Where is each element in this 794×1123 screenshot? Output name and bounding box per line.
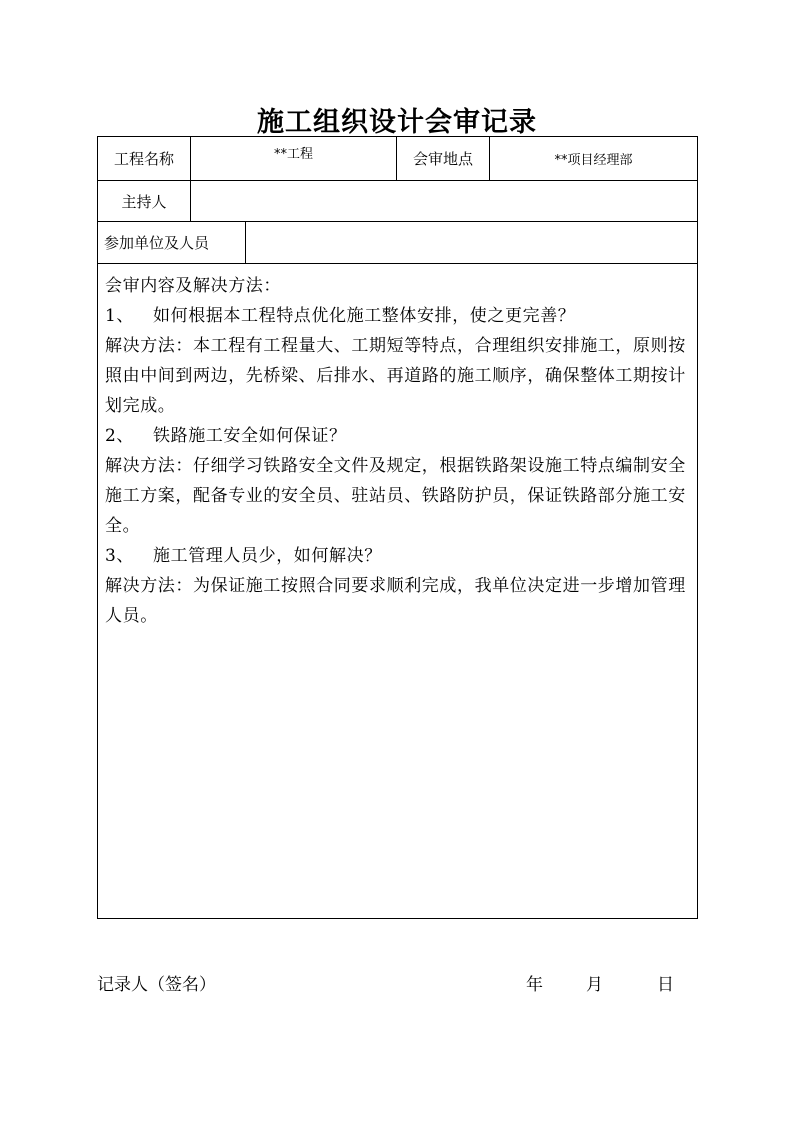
project-name-label: 工程名称	[98, 137, 191, 180]
list-item	[105, 421, 693, 451]
list-item	[105, 541, 693, 571]
review-record-form	[97, 136, 698, 919]
item-solution: 解决方法：仔细学习铁路安全文件及规定，根据铁路架设施工特点编制安全施工方案，配备专业的安全员、驻站员、铁路防护员，保证铁路部分施工安全。	[105, 456, 686, 536]
host-label: 主持人	[98, 181, 191, 221]
item-number: 3、	[105, 546, 135, 566]
item-number: 2、	[105, 426, 135, 446]
item-question: 铁路施工安全如何保证？	[153, 426, 347, 446]
recorder-signature-label: 记录人（签名）	[97, 975, 216, 995]
host-value[interactable]	[191, 181, 697, 221]
item-solution: 解决方法：本工程有工程量大、工期短等特点，合理组织安排施工，原则按照由中间到两边，先桥梁、后排水、再道路的施工顺序，确保整体工期按计划完成。	[105, 336, 686, 416]
participants-label: 参加单位及人员	[98, 222, 246, 263]
item-question: 施工管理人员少，如何解决？	[153, 546, 382, 566]
year-label: 年	[526, 975, 543, 995]
location-value[interactable]: **项目经理部	[554, 153, 633, 168]
location-label: 会审地点	[397, 137, 490, 180]
day-label: 日	[657, 975, 674, 995]
host-row	[98, 181, 697, 222]
item-solution: 解决方法：为保证施工按照合同要求顺利完成，我单位决定进一步增加管理人员。	[105, 576, 686, 626]
project-row	[98, 137, 697, 181]
content-heading: 会审内容及解决方法：	[105, 276, 281, 296]
project-name-value[interactable]: **工程	[191, 137, 397, 180]
item-number: 1、	[105, 306, 135, 326]
month-label: 月	[586, 975, 603, 995]
review-content	[105, 271, 693, 631]
participants-value[interactable]	[246, 222, 697, 263]
participants-row	[98, 222, 697, 264]
item-question: 如何根据本工程特点优化施工整体安排，使之更完善？	[153, 306, 576, 326]
document-title: 施工组织设计会审记录	[257, 107, 537, 138]
list-item	[105, 301, 693, 331]
